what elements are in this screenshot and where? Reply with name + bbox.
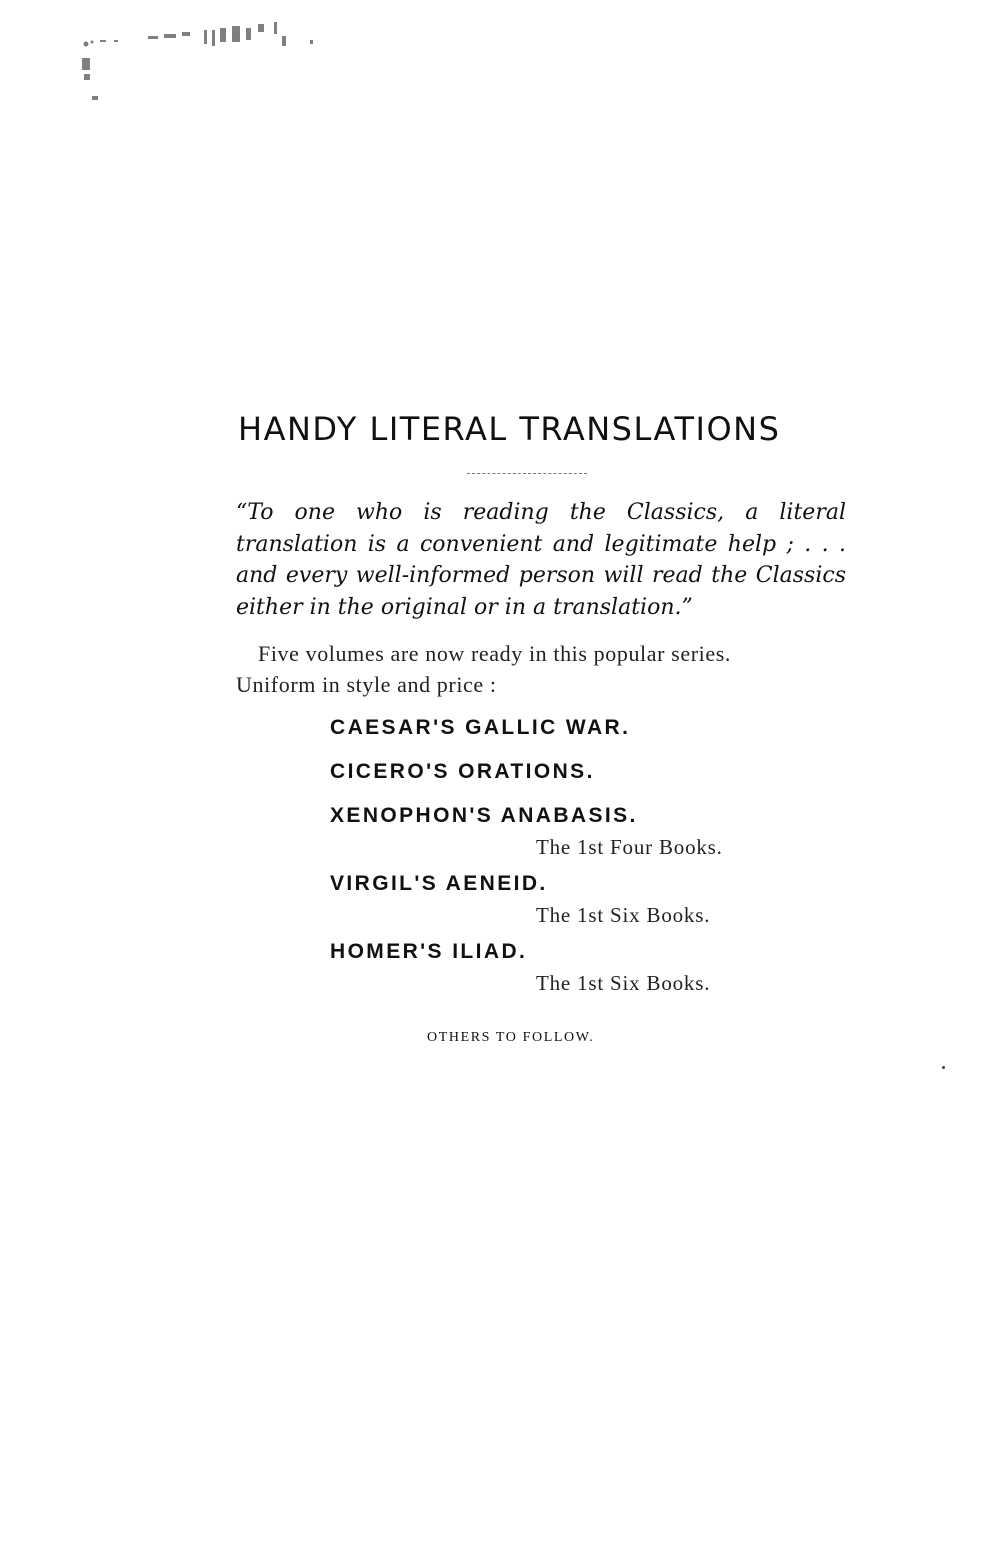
book-title: CAESAR'S GALLIC WAR.	[330, 716, 631, 739]
series-intro-line: Five volumes are now ready in this popular series.	[258, 641, 731, 666]
quotation	[236, 497, 846, 623]
footer-note: OTHERS TO FOLLOW.	[427, 1030, 595, 1045]
book-title: CICERO'S ORATIONS.	[330, 760, 595, 783]
book-item	[330, 712, 790, 744]
book-title: XENOPHON'S ANABASIS.	[330, 804, 638, 827]
series-intro	[236, 638, 850, 700]
book-note: The 1st Six Books.	[536, 971, 711, 995]
quotation-line: and every well-informed person will read the Classics	[236, 563, 846, 588]
book-item	[330, 800, 790, 864]
book-item	[330, 756, 790, 788]
page-title: HANDY LITERAL TRANSLATIONS	[238, 410, 781, 448]
series-intro-line: Uniform in style and price :	[236, 672, 497, 697]
ink-speck-mark	[942, 1066, 945, 1069]
quotation-line: either in the original or in a translation.”	[236, 594, 693, 620]
quotation-line: “To one who is reading the Classics, a literal	[236, 500, 846, 525]
book-note: The 1st Four Books.	[536, 835, 723, 859]
book-title: VIRGIL'S AENEID.	[330, 872, 548, 895]
ink-smudge-mark	[78, 18, 338, 108]
title-divider	[467, 473, 587, 474]
book-list	[330, 712, 790, 1004]
book-note: The 1st Six Books.	[536, 903, 711, 927]
book-title: HOMER'S ILIAD.	[330, 940, 528, 963]
book-item	[330, 868, 790, 932]
book-item	[330, 936, 790, 1000]
quotation-line: translation is a convenient and legitimate help ; . . .	[236, 531, 846, 557]
